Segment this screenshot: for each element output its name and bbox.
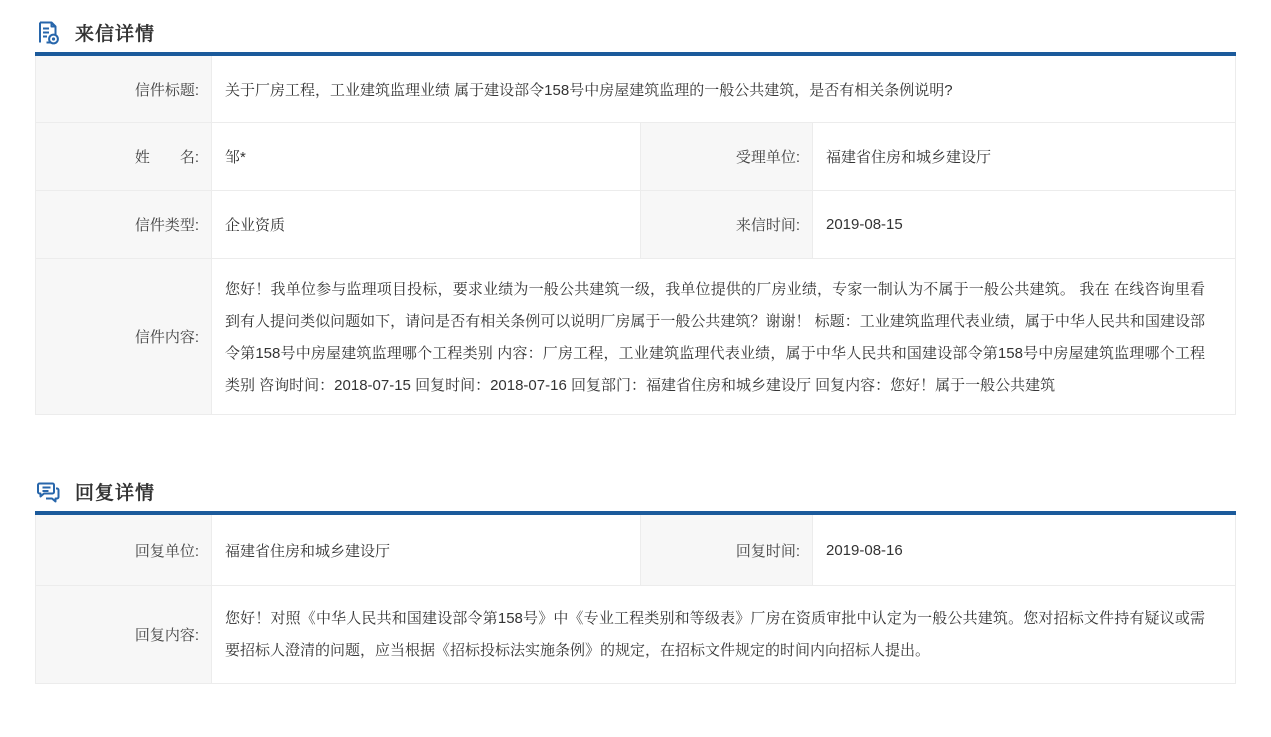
- subject-value: 关于厂房工程，工业建筑监理业绩 属于建设部令158号中房屋建筑监理的一般公共建筑，是否有相关条例说明?: [225, 81, 953, 99]
- reply-unit-value: 福建省住房和城乡建设厅: [212, 515, 641, 585]
- table-row-subject: [36, 56, 1235, 123]
- reply-section-header: [35, 471, 1236, 511]
- subject-label: 信件标题:: [36, 56, 212, 122]
- reply-unit-label: 回复单位:: [36, 515, 212, 585]
- letter-detail-section: [35, 12, 1236, 415]
- table-row-name: [36, 123, 1235, 191]
- reply-detail-section: [35, 471, 1236, 684]
- table-row-reply-content: [36, 586, 1235, 683]
- name-value: 邹*: [212, 123, 641, 190]
- letter-time-label: 来信时间:: [641, 191, 813, 258]
- table-row-type: [36, 191, 1235, 259]
- letter-content-value: 您好！我单位参与监理项目投标，要求业绩为一般公共建筑一级，我单位提供的厂房业绩，专家一制认为不属于一般公共建筑。 我在 在线咨询里看到有人提问类似问题如下，请问是否有相关条例可以说明厂房属于一般公共建筑？谢谢！ 标题：工业建筑监理代表业绩，属于中华人民共和国建设部令第158号中房屋建筑监理哪个工程类别 内容：厂房工程，工业建筑监理代表业绩，属于中华人民共和国建设部令第158号中房屋建筑监理哪个工程类别 咨询时间：2018-07-15 回复时间：2018-07-16 回复部门：福建省住房和城乡建设厅 回复内容：您好！属于一般公共建筑: [225, 281, 1205, 394]
- reply-section-title: 回复详情: [75, 482, 156, 504]
- accept-unit-label: 受理单位:: [641, 123, 813, 190]
- letter-type-value: 企业资质: [212, 191, 641, 258]
- letter-section-header: [35, 12, 1236, 52]
- chat-bubbles-icon: [35, 478, 62, 505]
- reply-content-label: 回复内容:: [36, 586, 212, 683]
- table-row-letter-content: [36, 259, 1235, 414]
- letter-type-label: 信件类型:: [36, 191, 212, 258]
- letter-detail-table: [35, 56, 1236, 415]
- reply-content-value: 您好！对照《中华人民共和国建设部令第158号》中《专业工程类别和等级表》厂房在资质审批中认定为一般公共建筑。您对招标文件持有疑议或需要招标人澄清的问题，应当根据《招标投标法实施条例》的规定，在招标文件规定的时间内向招标人提出。: [225, 610, 1205, 659]
- reply-time-label: 回复时间:: [641, 515, 813, 585]
- letter-content-label: 信件内容:: [36, 259, 212, 414]
- letter-time-value: 2019-08-15: [826, 216, 903, 233]
- name-label: 姓 名:: [36, 123, 212, 190]
- reply-time-value: 2019-08-16: [826, 541, 903, 559]
- letter-section-title: 来信详情: [75, 23, 156, 45]
- table-row-reply-unit: [36, 515, 1235, 586]
- reply-detail-table: [35, 515, 1236, 684]
- document-view-icon: [35, 19, 62, 46]
- accept-unit-value: 福建省住房和城乡建设厅: [826, 149, 992, 166]
